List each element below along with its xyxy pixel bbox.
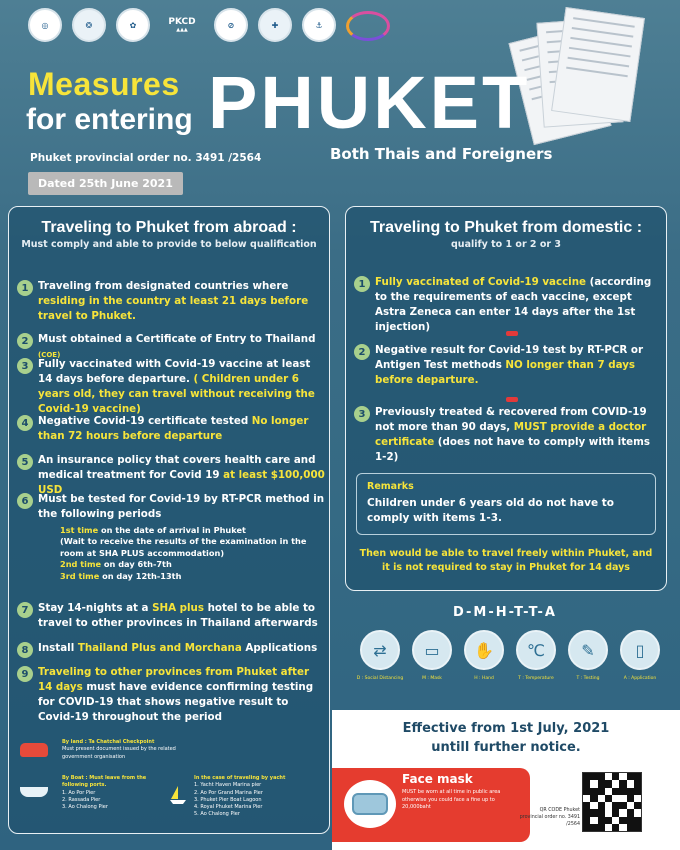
facemask-section — [332, 768, 680, 850]
qr-code[interactable] — [582, 772, 642, 832]
boat-info: By Boat : Must leave from the following ports. 1. Ao Por Pier 2. Rassada Pier 3. Ao Chalong Pier — [62, 775, 147, 810]
effective-banner — [332, 710, 680, 768]
or-divider-1 — [506, 331, 518, 336]
abroad-item-4: 4 Negative Covid-19 certificate tested No longer than 72 hours before departure — [17, 414, 325, 444]
pkcd-logo: PKCD ▲▲▲ — [168, 17, 196, 33]
abroad-item-2: 2 Must obtained a Certificate of Entry to Thailand (COE) — [17, 332, 325, 362]
effective-date: Effective from 1st July, 2021 — [402, 721, 610, 736]
land-info: By land : Ta Chatchai Checkpoint Must present document issued by the related government organisation — [62, 739, 176, 760]
car-icon — [20, 743, 48, 757]
domestic-item-2: 2 Negative result for Covid-19 test by RT-PCR or Antigen Test methods NO longer than 7 days before departure. — [354, 343, 662, 388]
remarks-box — [356, 473, 656, 535]
government-seal-logo: ◎ — [28, 8, 62, 42]
abroad-item-5: 5 An insurance policy that covers health care and medical treatment for Covid 19 at least $100,000 USD — [17, 453, 325, 498]
yacht-info: In the case of traveling by yacht 1. Yacht Haven Marina pier 2. Ao Por Grand Marina Pier 3. Phuket Pier Boat Lagoon 4. Royal Phuket Marina Pier 5. Ao Chalong Pier — [194, 775, 286, 818]
remarks-title: Remarks — [367, 481, 414, 492]
abroad-item-7: 7 Stay 14-nights at a SHA plus hotel to be able to travel to other provinces in Thailand afterwards — [17, 601, 325, 631]
dmhtta-title: D-M-H-T-T-A — [453, 605, 557, 620]
abroad-item-8: 8 Install Thailand Plus and Morchana Applications — [17, 641, 325, 658]
abroad-item-3: 3 Fully vaccinated with Covid-19 vaccine at least 14 days before departure. ( Children under 6 years old, they can travel without receiving the Covid-19 vaccine) — [17, 357, 325, 417]
face-mask-icon — [344, 780, 396, 828]
audience-subtitle: Both Thais and Foreigners — [330, 145, 553, 163]
facemask-text: MUST be worn at all time in public area otherwise you could face a fine up to 20,000baht — [402, 789, 501, 810]
mask-icon: ▭ — [412, 630, 452, 670]
then-note: Then would be able to travel freely within Phuket, and it is not required to stay in Phuket for 14 days — [359, 548, 653, 574]
effective-until: untill further notice. — [431, 739, 581, 755]
phuket-brand-logo — [346, 11, 390, 41]
order-documents-illustration — [520, 12, 630, 142]
port-logo: ⚓ — [302, 8, 336, 42]
logo-row — [28, 8, 390, 42]
title-phuket: PHUKET — [208, 61, 531, 144]
domestic-subheading: qualify to 1 or 2 or 3 — [451, 239, 561, 250]
testing-periods: 1st time on the date of arrival in Phuket (Wait to receive the results of the examination in the room at SHA PLUS accommodation) 2nd time on day 6th-7th 3rd time on day 12th-13th — [60, 524, 307, 581]
abroad-subheading: Must comply and able to provide to below qualification — [21, 239, 317, 250]
dmhtta-icons — [355, 630, 665, 681]
test-swab-icon: ✎ — [568, 630, 608, 670]
dmhtta-item-testing: ✎ T : Testing — [563, 630, 613, 681]
title-measures: Measures — [28, 66, 180, 102]
domestic-panel — [345, 206, 667, 591]
dmhtta-item-distancing: ⇄ D : Social Distancing — [355, 630, 405, 681]
dmhtta-item-mask: ▭ M : Mask — [407, 630, 457, 681]
abroad-item-1: 1 Traveling from designated countries where residing in the country at least 21 days before travel to Phuket. — [17, 279, 325, 324]
abroad-heading: Traveling to Phuket from abroad : — [41, 219, 297, 236]
qr-caption: QR CODE Phuket provincial order no. 3491 /2564 — [519, 808, 580, 827]
or-divider-2 — [506, 397, 518, 402]
dmhtta-item-application: ▯ A : Application — [615, 630, 665, 681]
phone-app-icon: ▯ — [620, 630, 660, 670]
domestic-heading: Traveling to Phuket from domestic : — [369, 219, 643, 236]
hand-icon: ✋ — [464, 630, 504, 670]
abroad-item-9: 9 Traveling to other provinces from Phuket after 14 days must have evidence confirming testing for COVID-19 that shows negative result to Covid-19 throughout the period — [17, 665, 325, 725]
yacht-icon — [168, 785, 188, 805]
remarks-text: Children under 6 years old do not have to comply with items 1-3. — [367, 497, 614, 525]
dmhtta-item-temperature: ℃ T : Temperature — [511, 630, 561, 681]
abroad-item-6: 6 Must be tested for Covid-19 by RT-PCR method in the following periods 1st time on the date of arrival in Phuket (Wait to receive the results of the examination in the room at SHA PLUS accommodation) 2nd time on day 6th-7th 3rd time on day 12th-13th — [17, 492, 325, 582]
title-for-entering: for entering — [26, 103, 193, 136]
dated-badge: Dated 25th June 2021 — [28, 172, 183, 195]
dmhtta-item-hand: ✋ H : Hand — [459, 630, 509, 681]
disease-control-logo: ⊘ — [214, 8, 248, 42]
health-office-logo: ✿ — [116, 8, 150, 42]
domestic-item-1: 1 Fully vaccinated of Covid-19 vaccine (according to the requirements of each vaccine, except Astra Zeneca can enter 14 days after the 1st injection) — [354, 275, 662, 335]
provincial-seal-logo: ❂ — [72, 8, 106, 42]
thermometer-icon: ℃ — [516, 630, 556, 670]
boat-icon — [20, 787, 48, 797]
distancing-icon: ⇄ — [360, 630, 400, 670]
ministry-health-logo: ✚ — [258, 8, 292, 42]
facemask-title: Face mask — [402, 772, 473, 786]
order-number: Phuket provincial order no. 3491 /2564 — [30, 152, 262, 164]
facemask-notice — [332, 768, 530, 842]
domestic-item-3: 3 Previously treated & recovered from COVID-19 not more than 90 days, MUST provide a doctor certificate (does not have to comply with items 1-2) — [354, 405, 662, 465]
